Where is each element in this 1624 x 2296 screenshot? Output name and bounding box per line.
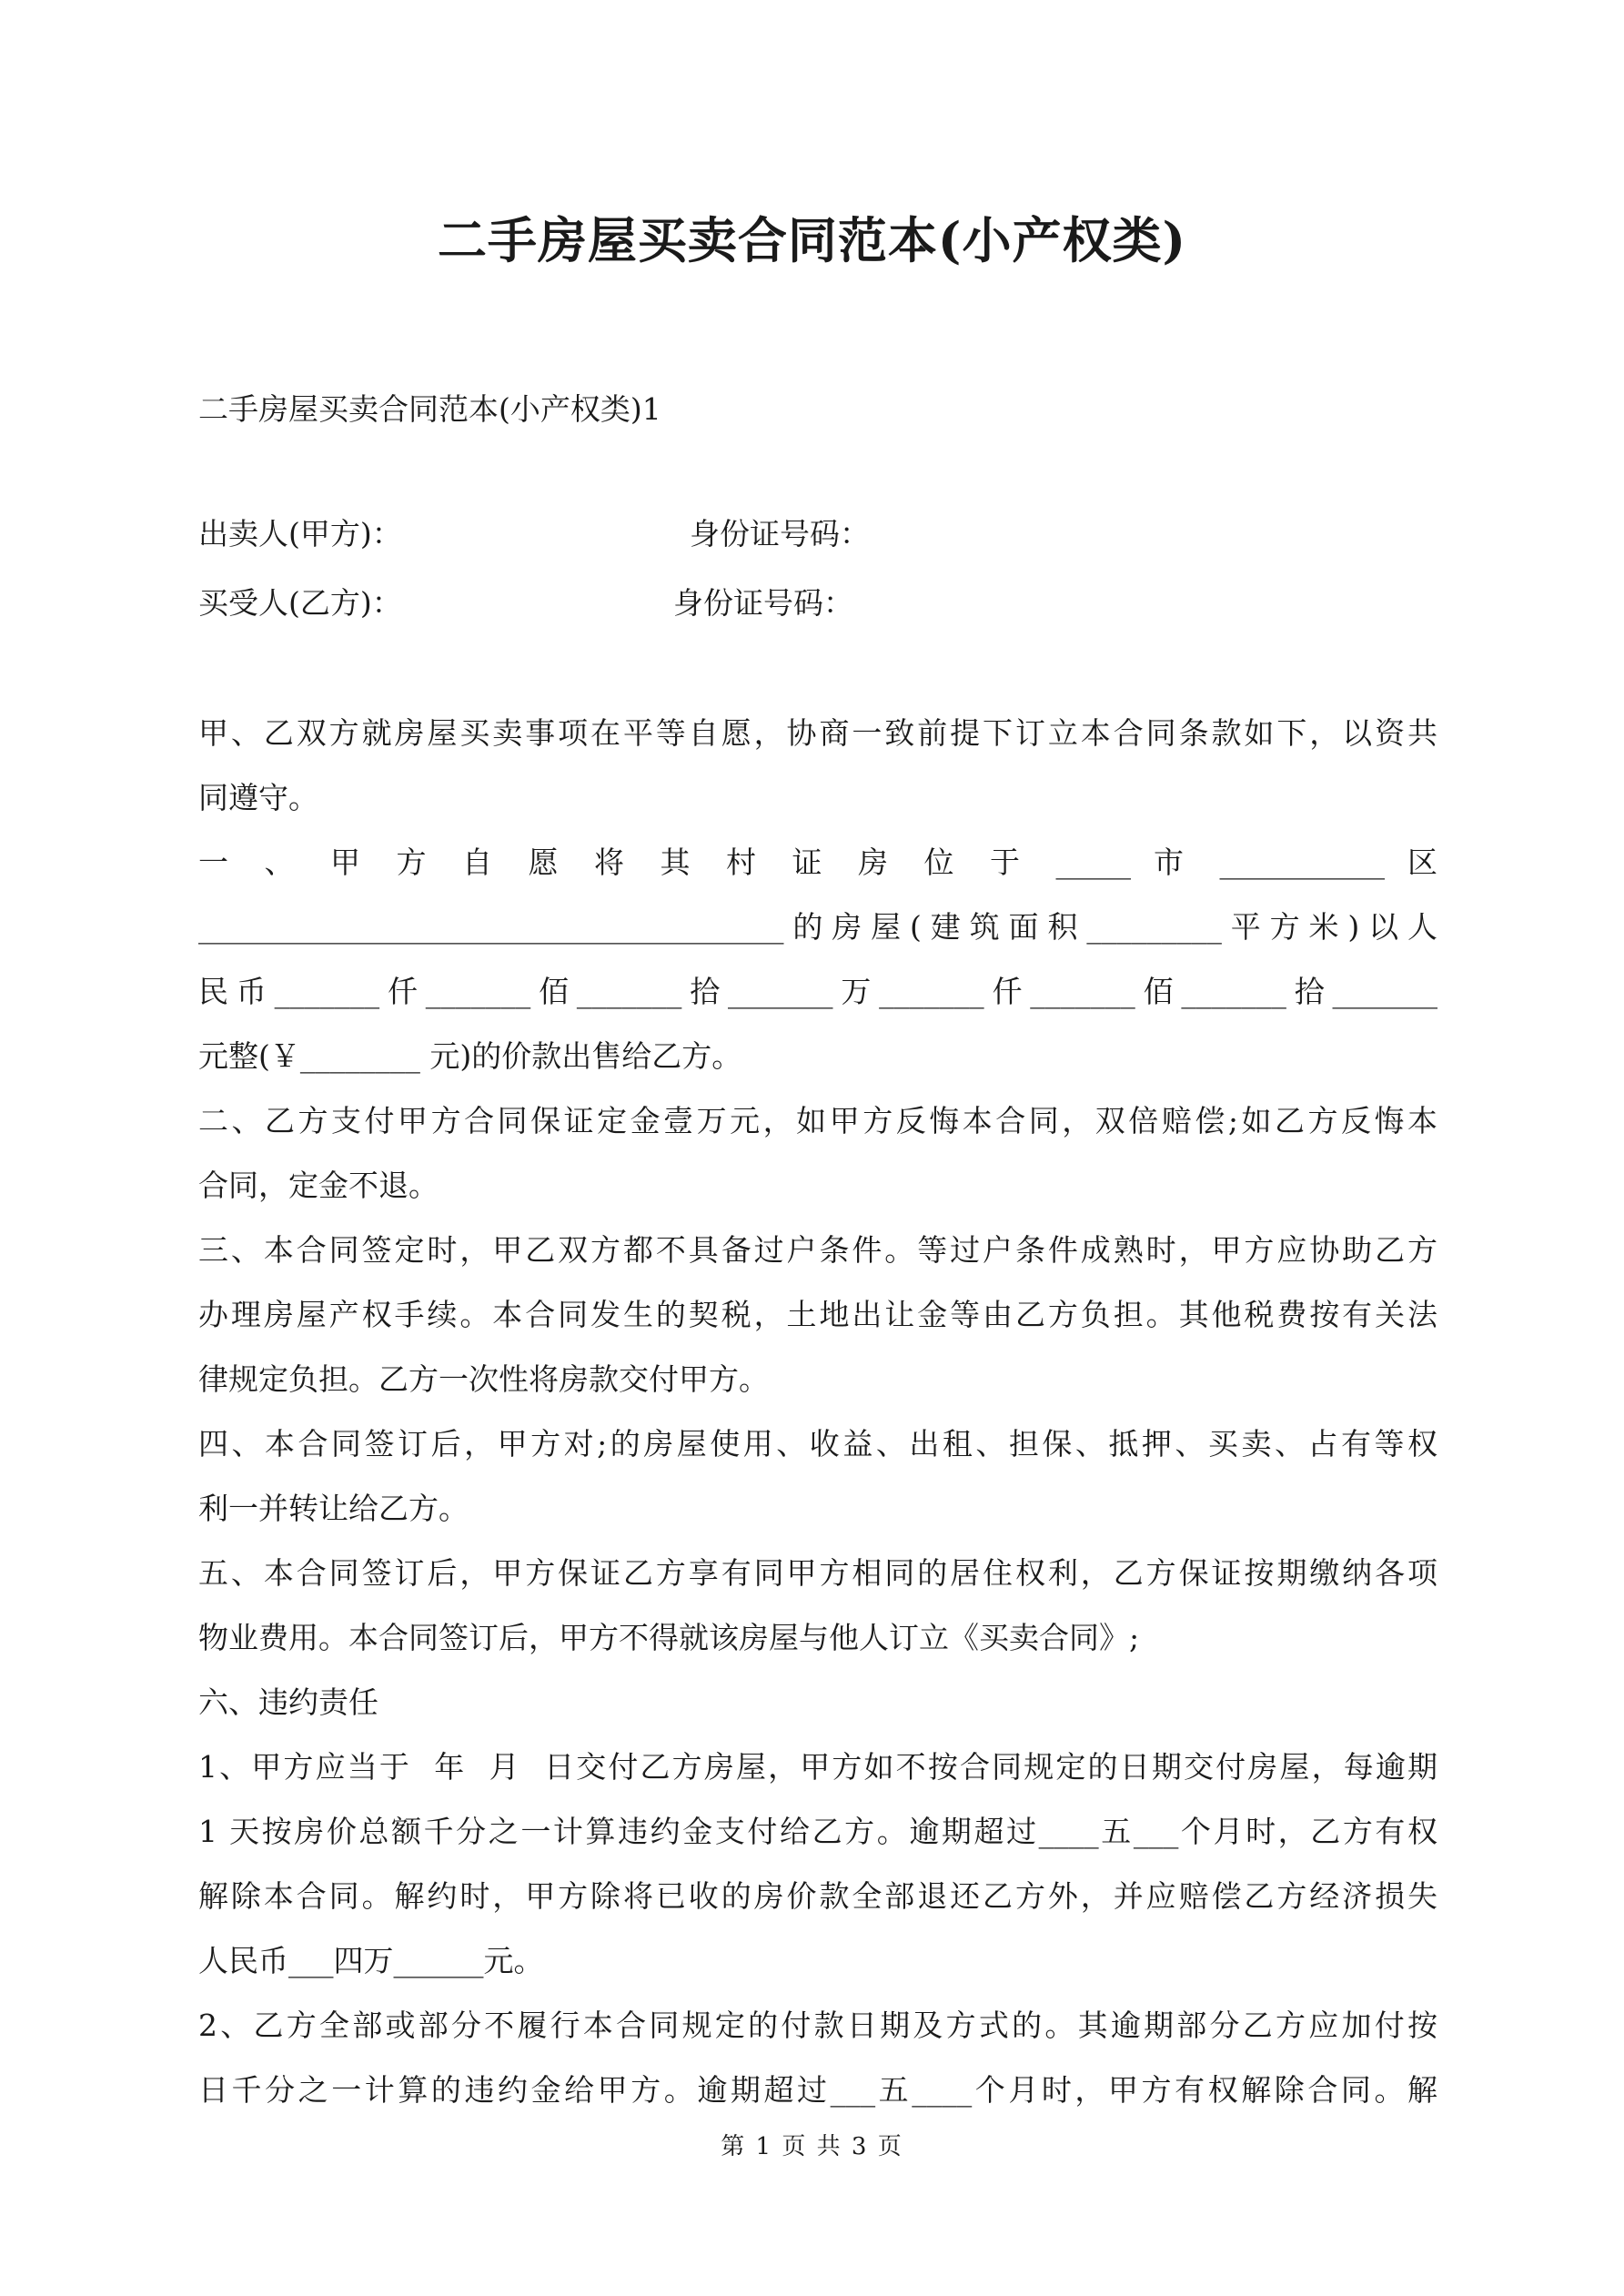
body-line: 利一并转让给乙方。 — [198, 1491, 469, 1526]
body-line: 1、甲方应当于 年 月 日交付乙方房屋，甲方如不按合同规定的日期交付房屋，每逾期 — [198, 1749, 1437, 1785]
body-line: 四、本合同签订后，甲方对;的房屋使用、收益、出租、担保、抵押、买卖、占有等权 — [198, 1426, 1437, 1462]
body-line: 元整(￥________ 元)的价款出售给乙方。 — [198, 1038, 742, 1074]
body-line: 物业费用。本合同签订后，甲方不得就该房屋与他人订立《买卖合同》; — [198, 1620, 1140, 1655]
body-line: 办理房屋产权手续。本合同发生的契税，土地出让金等由乙方负担。其他税费按有关法 — [198, 1297, 1437, 1332]
body-line: 民币_______仟_______佰_______拾_______万_______仟_______佰_______拾_______ — [198, 974, 1437, 1009]
body-line: 合同，定金不退。 — [198, 1168, 439, 1203]
seller-id-label: 身份证号码： — [690, 516, 870, 551]
body-line: 同遵守。 — [198, 780, 318, 815]
body-line: 二、乙方支付甲方合同保证定金壹万元，如甲方反悔本合同，双倍赔偿;如乙方反悔本 — [198, 1103, 1437, 1138]
body-line: 1 天按房价总额千分之一计算违约金支付给乙方。逾期超过____五___个月时，乙方有权 — [198, 1814, 1437, 1849]
body-line: 三、本合同签定时，甲乙双方都不具备过户条件。等过户条件成熟时，甲方应协助乙方 — [198, 1232, 1437, 1268]
body-line: 解除本合同。解约时，甲方除将已收的房价款全部退还乙方外，并应赔偿乙方经济损失 — [198, 1878, 1437, 1914]
buyer-label: 买受人(乙方)： — [198, 585, 402, 621]
buyer-id-label: 身份证号码： — [673, 585, 853, 621]
body-line: 日千分之一计算的违约金给甲方。逾期超过___五____个月时，甲方有权解除合同。解 — [198, 2072, 1437, 2108]
body-line: 甲、乙双方就房屋买卖事项在平等自愿，协商一致前提下订立本合同条款如下，以资共 — [198, 715, 1437, 751]
document-subtitle: 二手房屋买卖合同范本(小产权类)1 — [198, 391, 661, 427]
section-heading: 六、违约责任 — [198, 1684, 378, 1720]
body-line: 律规定负担。乙方一次性将房款交付甲方。 — [198, 1361, 769, 1397]
seller-label: 出卖人(甲方)： — [198, 516, 402, 551]
body-line: 五、本合同签订后，甲方保证乙方享有同甲方相同的居住权利，乙方保证按期缴纳各项 — [198, 1555, 1437, 1591]
body-line: _______________________________________的房屋(建筑面积_________平方米)以人 — [198, 909, 1437, 945]
body-line: 2、乙方全部或部分不履行本合同规定的付款日期及方式的。其逾期部分乙方应加付按 — [198, 2008, 1437, 2043]
body-line: 一 、 甲 方 自 愿 将 其 村 证 房 位 于 _____ 市 ___________ 区 — [198, 845, 1437, 880]
body-line: 人民币___四万______元。 — [198, 1943, 544, 1978]
page-footer: 第 1 页 共 3 页 — [721, 2133, 903, 2160]
document-title: 二手房屋买卖合同范本(小产权类) — [437, 211, 1187, 269]
